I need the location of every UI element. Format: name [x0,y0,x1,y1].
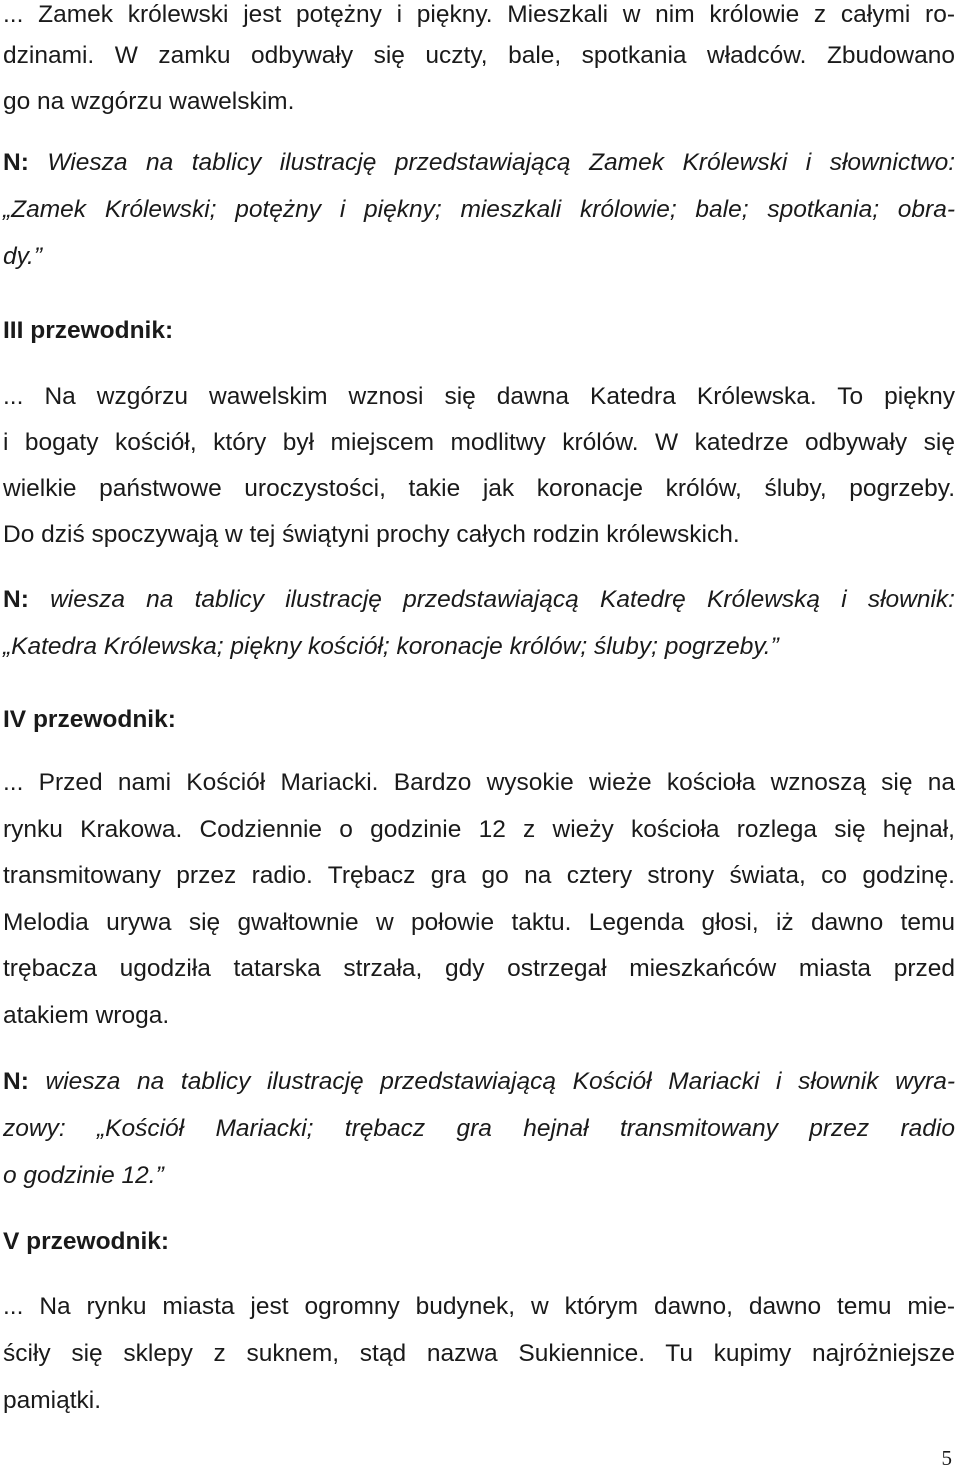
text-line [3,316,955,346]
text-line [3,242,955,272]
text-line [3,1067,955,1097]
text-run: rynku Krakowa. Codziennie o godzinie 12 z wieży kościoła rozlega się hejnał, [3,816,955,843]
text-line [3,908,955,938]
text-run: i bogaty kościół, który był miejscem modlitwy królów. W katedrze odbywały się [3,429,955,456]
text-run: Melodia urywa się gwałtownie w połowie taktu. Legenda głosi, iż dawno temu [3,909,955,936]
text-run: trębacza ugodziła tatarska strzała, gdy ostrzegał mieszkańców miasta przed [3,955,955,982]
text-line [3,520,955,550]
text-line [3,768,955,798]
text-line [3,632,955,662]
italic-text: o godzinie 12.” [3,1162,164,1189]
text-line [3,585,955,615]
text-run: dzinami. W zamku odbywały się uczty, bale, spotkania władców. Zbudowano [3,42,955,69]
text-run: transmitowany przez radio. Trębacz gra go na cztery strony świata, co godzinę. [3,862,955,889]
text-line [3,87,955,117]
text-line [3,1161,955,1191]
text-run: go na wzgórzu wawelskim. [3,88,295,115]
text-line [3,1227,955,1257]
text-line [3,954,955,984]
bold-text: N: [3,149,48,176]
text-run: atakiem wroga. [3,1002,170,1029]
bold-text: N: [3,586,51,613]
text-line [3,1001,955,1031]
text-run: pamiątki. [3,1387,102,1414]
italic-text: wiesza na tablicy ilustrację przedstawiającą Kościół Mariacki i słownik wyra- [45,1068,955,1095]
italic-text: wiesza na tablicy ilustrację przedstawiającą Katedrę Królewską i słownik: [50,586,955,613]
text-run: ... Na wzgórzu wawelskim wznosi się dawna Katedra Królewska. To piękny [3,383,955,410]
text-run: ... Przed nami Kościół Mariacki. Bardzo wysokie wieże kościoła wznoszą się na [3,769,955,796]
text-line [3,0,955,30]
text-line [3,41,955,71]
text-line [3,382,955,412]
italic-text: dy.” [3,243,43,270]
text-line [3,1292,955,1322]
text-line [3,705,955,735]
text-line [3,1114,955,1144]
text-line [3,815,955,845]
page-number: 5 [941,1446,952,1470]
italic-text: zowy: „Kościół Mariacki; trębacz gra hejnał transmitowany przez radio [3,1115,955,1142]
bold-text: N: [3,1068,46,1095]
text-line [3,1339,955,1369]
text-line [3,195,955,225]
bold-text: V przewodnik: [3,1228,170,1255]
text-line [3,861,955,891]
italic-text: „Katedra Królewska; piękny kościół; koronacje królów; śluby; pogrzeby.” [3,633,779,660]
text-line [3,1386,955,1416]
text-run: wielkie państwowe uroczystości, takie jak koronacje królów, śluby, pogrzeby. [3,475,955,502]
text-line [3,428,955,458]
text-run: Do dziś spoczywają w tej świątyni prochy całych rodzin królewskich. [3,521,740,548]
text-line [3,148,955,178]
text-run: ... Na rynku miasta jest ogromny budynek, w którym dawno, dawno temu mie- [3,1293,955,1320]
italic-text: „Zamek Królewski; potężny i piękny; mieszkali królowie; bale; spotkania; obra- [3,196,955,223]
bold-text: III przewodnik: [3,317,174,344]
text-run: ściły się sklepy z suknem, stąd nazwa Sukiennice. Tu kupimy najróżniejsze [3,1340,955,1367]
text-line [3,474,955,504]
italic-text: Wiesza na tablicy ilustrację przedstawiającą Zamek Królewski i słownictwo: [47,149,956,176]
bold-text: IV przewodnik: [3,706,176,733]
text-run: ... Zamek królewski jest potężny i piękny. Mieszkali w nim królowie z całymi ro- [3,1,955,28]
